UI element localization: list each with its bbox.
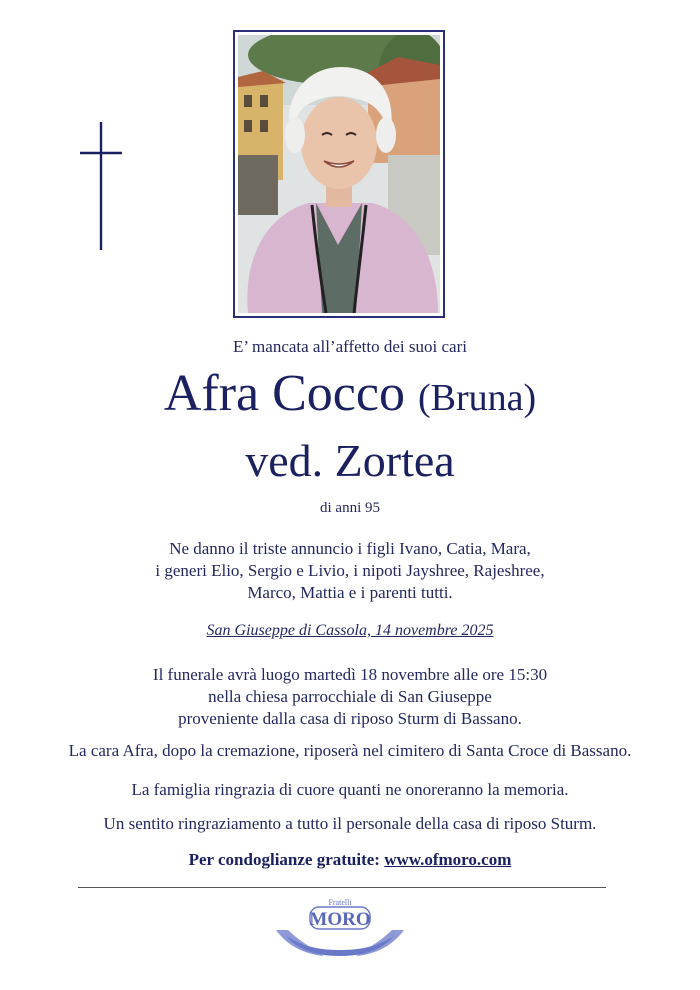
condolences-line	[0, 850, 700, 870]
funeral-home-logo	[272, 896, 408, 960]
staff-thanks: Un sentito ringraziamento a tutto il personale della casa di riposo Sturm.	[103, 814, 597, 833]
family-line: Ne danno il triste annuncio i figli Ivano, Catia, Mara,	[169, 539, 531, 558]
funeral-details	[0, 664, 700, 730]
place-date-text: San Giuseppe di Cassola, 14 novembre 2025	[206, 622, 494, 639]
deceased-nickname: (Bruna)	[417, 377, 537, 419]
family-thanks: La famiglia ringrazia di cuore quanti ne onoreranno la memoria.	[131, 780, 569, 799]
funeral-line: nella chiesa parrocchiale di San Giuseppe	[208, 687, 492, 706]
logo-main-text: MORO	[309, 909, 371, 930]
burial-note: La cara Afra, dopo la cremazione, riposerà nel cimitero di Santa Croce di Bassano.	[68, 741, 632, 760]
divider	[78, 887, 606, 888]
logo-top-text: Fratelli	[328, 898, 352, 907]
funeral-line: proveniente dalla casa di riposo Sturm di Bassano.	[178, 709, 522, 728]
age-line: di anni 95	[320, 500, 380, 516]
widow-of-name: ved. Zortea	[245, 435, 455, 486]
condolences-label: Per condoglianze gratuite:	[188, 850, 380, 869]
logo-bottom-text: LE ONORANZE	[319, 943, 361, 949]
family-announcement	[0, 538, 700, 604]
funeral-line: Il funerale avrà luogo martedì 18 novembre alle ore 15:30	[152, 665, 548, 684]
family-line: i generi Elio, Sergio e Livio, i nipoti Jayshree, Rajeshree,	[155, 561, 545, 580]
cross-icon	[80, 122, 122, 250]
place-date	[0, 622, 700, 640]
condolences-link[interactable]: www.ofmoro.com	[384, 850, 512, 869]
deceased-first-last-name: Afra Cocco	[163, 365, 405, 422]
family-line: Marco, Mattia e i parenti tutti.	[247, 583, 453, 602]
intro-line: E’ mancata all’affetto dei suoi cari	[233, 337, 467, 356]
portrait-photo	[233, 30, 445, 318]
deceased-name	[0, 362, 700, 430]
